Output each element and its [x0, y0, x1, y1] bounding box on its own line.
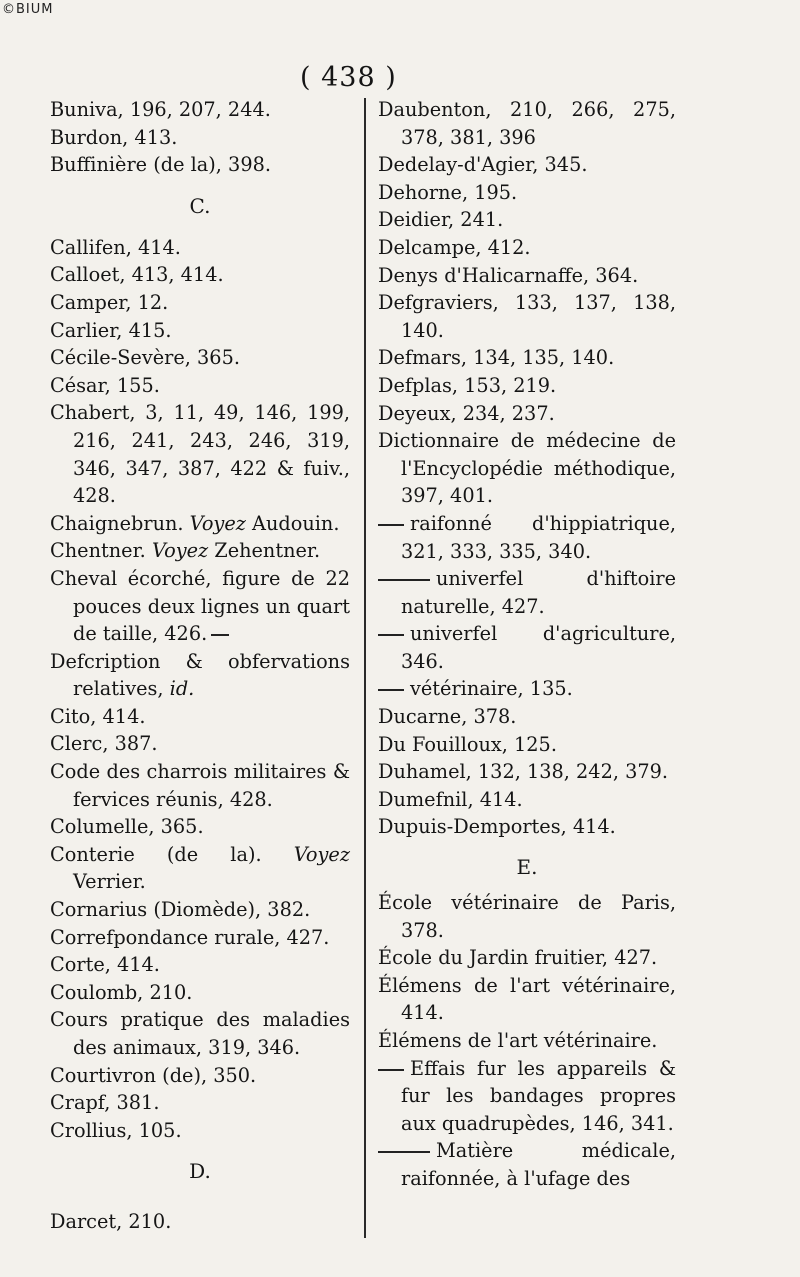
- index-entry: [378, 565, 676, 620]
- entry-text: Courtivron (de), 350.: [50, 1063, 257, 1087]
- entry-text: Cornarius (Diomède), 382.: [50, 898, 311, 922]
- ditto-dash: [378, 579, 430, 581]
- entry-text: Delcampe, 412.: [378, 235, 531, 259]
- entry-text: Dehorne, 195.: [378, 180, 518, 204]
- cross-reference: Voyez: [293, 842, 350, 866]
- index-entry: [378, 289, 676, 344]
- ditto-dash: [378, 634, 404, 636]
- index-entry: [50, 951, 350, 979]
- index-entry: [50, 317, 350, 345]
- entry-text: Chentner.: [50, 539, 152, 563]
- watermark: ©BIUM: [2, 2, 54, 17]
- entry-text: univerfel d'agriculture, 346.: [401, 622, 676, 673]
- cross-reference: Voyez: [151, 539, 209, 563]
- entry-text: Dedelay-d'Agier, 345.: [378, 153, 588, 177]
- entry-text-after: Zehentner.: [208, 539, 321, 563]
- entry-text: Chabert, 3, 11, 49, 146, 199, 216, 241, 243, 246, 319, 346, 347, 387, 422 & fuiv., 428.: [50, 401, 350, 508]
- index-entry: [50, 1208, 350, 1236]
- index-entry: [50, 565, 350, 648]
- index-entry: [50, 344, 350, 372]
- ditto-dash: [378, 1151, 430, 1153]
- index-entry: [378, 427, 676, 510]
- entry-text: Dictionnaire de médecine de l'Encyclopédie méthodique, 397, 401.: [378, 429, 676, 508]
- entry-text: Chaignebrun.: [50, 511, 190, 535]
- cross-reference: Voyez: [189, 511, 246, 535]
- index-entry: [378, 620, 676, 675]
- index-entry: [50, 1006, 350, 1061]
- index-entry: [378, 179, 676, 207]
- entry-text: Denys d'Halicarnaffe, 364.: [378, 263, 639, 287]
- continuation-dash: [211, 634, 229, 636]
- index-entry: [378, 234, 676, 262]
- index-entry: [378, 731, 676, 759]
- entry-text: Clerc, 387.: [50, 732, 158, 756]
- index-entry: [378, 889, 676, 944]
- entry-text: École vétérinaire de Paris, 378.: [378, 891, 676, 942]
- entry-text: Defmars, 134, 135, 140.: [378, 346, 615, 370]
- index-entry: [50, 96, 350, 124]
- entry-text: Deyeux, 234, 237.: [378, 401, 555, 425]
- entry-text: Darcet, 210.: [50, 1210, 172, 1234]
- entry-text: Correfpondance rurale, 427.: [50, 925, 330, 949]
- entry-text: Cito, 414.: [50, 704, 146, 728]
- index-entry: [378, 344, 676, 372]
- entry-text: Matière médicale, raifonnée, à l'ufage des: [401, 1139, 676, 1190]
- entry-text: Dumefnil, 414.: [378, 787, 523, 811]
- index-entry: [50, 648, 350, 703]
- entry-text: Defgraviers, 133, 137, 138, 140.: [378, 291, 676, 342]
- entry-text: Coulomb, 210.: [50, 980, 193, 1004]
- entry-text: Buffinière (de la), 398.: [50, 153, 271, 177]
- entry-text: raifonné d'hippiatrique, 321, 333, 335, 340.: [401, 511, 676, 563]
- index-entry: [50, 289, 350, 317]
- section-letter: D.: [189, 1159, 211, 1184]
- entry-text: Cécile-Sevère, 365.: [50, 346, 240, 370]
- entry-text: Buniva, 196, 207, 244.: [50, 98, 271, 121]
- index-entry: [50, 372, 350, 400]
- entry-text: Code des charrois militaires & fervices réunis, 428.: [50, 760, 350, 811]
- entry-text: Élémens de l'art vétérinaire.: [378, 1029, 658, 1052]
- section-letter: E.: [516, 855, 538, 880]
- page-number: ( 438 ): [300, 62, 397, 93]
- entry-text: Ducarne, 378.: [378, 705, 517, 729]
- left-column: [50, 96, 350, 1236]
- section-gap: [50, 1184, 350, 1208]
- index-entry: [378, 262, 676, 290]
- entry-text: Callifen, 414.: [50, 235, 181, 259]
- index-entry: [50, 703, 350, 731]
- entry-text: Camper, 12.: [50, 290, 169, 314]
- cross-reference-italic: [152, 539, 208, 562]
- index-entry: [50, 510, 350, 538]
- index-entry: [50, 537, 350, 565]
- index-entry: [378, 1137, 676, 1192]
- index-entry: [378, 813, 676, 841]
- index-entry: [378, 96, 676, 151]
- entry-text: Defplas, 153, 219.: [378, 373, 557, 397]
- index-entry: [50, 151, 350, 179]
- index-entry: [50, 924, 350, 952]
- entry-text: Crollius, 105.: [50, 1118, 182, 1142]
- entry-text: univerfel d'hiftoire naturelle, 427.: [401, 567, 676, 618]
- index-entry: [50, 234, 350, 262]
- index-entry: [378, 786, 676, 814]
- index-entry: [50, 1062, 350, 1090]
- entry-text: Deidier, 241.: [378, 208, 504, 232]
- entry-text: Conterie (de la).: [50, 842, 294, 866]
- entry-text: Crapf, 381.: [50, 1091, 160, 1115]
- index-entry: [50, 399, 350, 509]
- cross-reference-italic: [294, 843, 350, 866]
- entry-text: César, 155.: [50, 373, 160, 397]
- index-entry: [50, 1089, 350, 1117]
- index-entry: [378, 675, 676, 703]
- index-entry: [50, 730, 350, 758]
- index-entry: [378, 206, 676, 234]
- index-entry: [378, 400, 676, 428]
- entry-text: Columelle, 365.: [50, 815, 204, 839]
- index-entry: [50, 261, 350, 289]
- entry-text: Daubenton, 210, 266, 275, 378, 381, 396: [378, 98, 676, 149]
- index-entry: [50, 124, 350, 152]
- entry-text: Cours pratique des maladies des animaux, 319, 346.: [50, 1008, 350, 1059]
- ditto-dash: [378, 1069, 404, 1071]
- index-entry: [50, 979, 350, 1007]
- index-entry: [378, 510, 676, 565]
- entry-text: Duhamel, 132, 138, 242, 379.: [378, 760, 669, 784]
- index-entry: [378, 151, 676, 179]
- cross-reference-italic: [170, 677, 195, 700]
- index-entry: [378, 703, 676, 731]
- index-entry: [378, 1027, 676, 1055]
- entry-text-after: Audouin.: [245, 511, 340, 535]
- index-entry: [50, 813, 350, 841]
- entry-text: École du Jardin fruitier, 427.: [378, 946, 658, 970]
- index-entry: [50, 841, 350, 896]
- entry-text: Defcription & obfervations relatives,: [50, 649, 350, 701]
- index-entry: [50, 1117, 350, 1145]
- entry-text: Calloet, 413, 414.: [50, 263, 224, 287]
- ditto-dash: [378, 689, 404, 691]
- index-entry: [378, 1055, 676, 1138]
- index-entry: [378, 972, 676, 1027]
- index-entry: [50, 896, 350, 924]
- entry-text: Élémens de l'art vétérinaire, 414.: [378, 973, 676, 1025]
- cross-reference: id.: [169, 677, 195, 701]
- entry-text: Effais fur les appareils & fur les bandages propres aux quadrupèdes, 146, 341.: [401, 1056, 676, 1135]
- column-divider: [364, 98, 366, 1238]
- index-entry: [378, 758, 676, 786]
- section-letter: C.: [189, 193, 211, 218]
- ditto-dash: [378, 524, 404, 526]
- entry-text: Du Fouilloux, 125.: [378, 732, 557, 756]
- entry-text-after: Verrier.: [73, 870, 146, 894]
- entry-text: Cheval écorché, figure de 22 pouces deux lignes un quart de taille, 426.: [50, 566, 350, 646]
- entry-text: Dupuis-Demportes, 414.: [378, 815, 616, 839]
- entry-text: Carlier, 415.: [50, 318, 172, 342]
- index-entry: [50, 758, 350, 813]
- index-entry: [378, 372, 676, 400]
- cross-reference-italic: [190, 512, 246, 535]
- entry-text: Burdon, 413.: [50, 125, 178, 149]
- section-gap: [50, 1144, 350, 1156]
- index-entry: [378, 944, 676, 972]
- right-column: [378, 96, 676, 1193]
- entry-text: Corte, 414.: [50, 953, 160, 977]
- entry-text: vétérinaire, 135.: [410, 677, 573, 701]
